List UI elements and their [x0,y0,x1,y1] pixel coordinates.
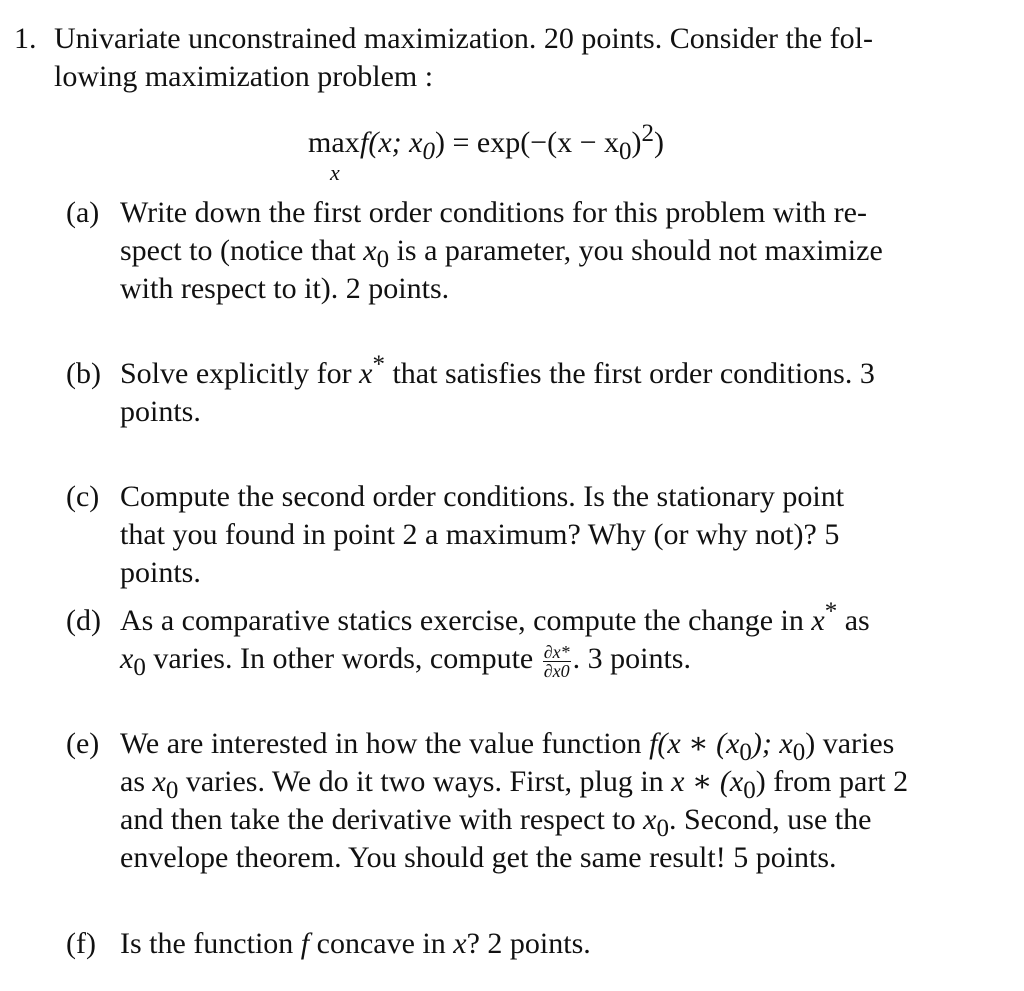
problem-intro [54,20,1004,96]
item-d [66,598,996,681]
item-b-label: (b) [66,357,101,390]
item-e [66,725,996,877]
max-operator: max x [308,124,360,162]
equation-rhs: = $\exp(-(x - x_0)^2)$ [444,120,665,165]
item-f-text: Is the function f concave in x? 2 points. [120,927,591,960]
item-d-text: As a comparative statics exercise, compute the change in x* as $x_0$ varies. In other words, compute $\frac{\partial x*}{\partial x0}$ . 3 points. [120,598,870,681]
item-c-text: Compute the second order conditions. Is the stationary point that you found in point 2 a maximum? Why (or why not)? 5 points. [120,480,845,589]
item-c-label: (c) [66,480,100,513]
item-b-text: Solve explicitly for x* that satisfies the first order conditions. 3 points. [120,351,875,428]
problem-intro-line1: Univariate unconstrained maximization. 20 points. Consider the fol- [54,22,873,55]
item-b [66,351,996,431]
item-e-text: We are interested in how the value function f(x ∗ $(x_0)$; $x_0$) varies as $x_0$ varies. We do it two ways. First, plug in x ∗ $(x_0)$ from part 2 and then take the derivative with respect to $x_0$. Second, use the envelope theorem. You should get the same result! 5 points. [120,727,909,874]
item-d-label: (d) [66,604,101,637]
equation-lhs: f(x; $x_0$) [360,126,445,165]
item-c [66,478,996,592]
item-f [66,925,996,963]
problem-number: 1. [14,22,37,55]
item-e-label: (e) [66,727,100,760]
item-a [66,194,996,308]
item-a-text: Write down the first order conditions for this problem with re- spect to (notice that $x_0$ is a parameter, you should not maximize with respect to it). 2 points. [120,196,883,305]
problem-heading [14,20,1004,96]
item-a-label: (a) [66,196,100,229]
max-subscript: x [330,160,340,185]
item-f-label: (f) [66,927,96,960]
problem-intro-line2: lowing maximization problem : [54,60,434,93]
objective-equation [308,120,908,185]
partial-derivative-fraction: $\frac{\partial x*}{\partial x0}$ [543,641,570,681]
